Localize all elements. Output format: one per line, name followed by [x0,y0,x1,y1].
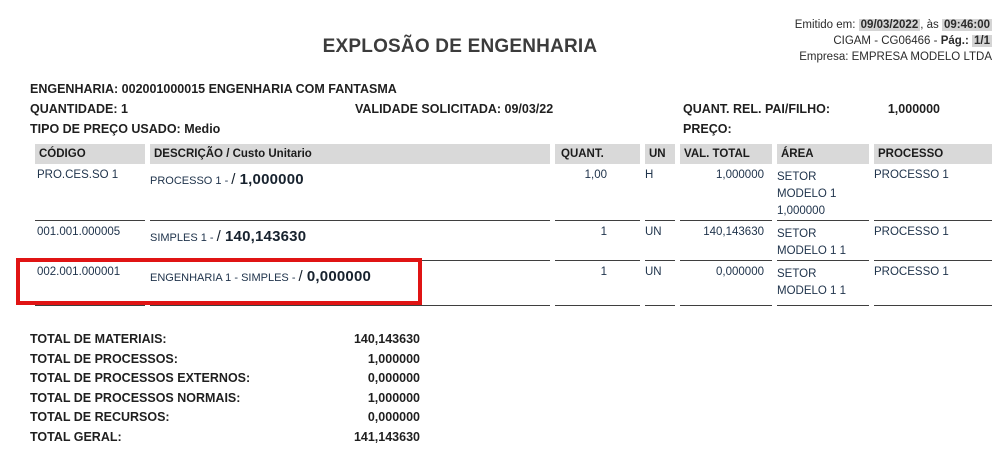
emitted-time: 09:46:00 [943,19,990,31]
cell-val-total: 140,143630 [680,221,772,261]
validity-label: VALIDADE SOLICITADA: [355,102,505,116]
table-row [35,164,992,221]
company-line: Empresa: EMPRESA MODELO LTDA [799,51,992,63]
total-label: TOTAL GERAL: [30,429,122,444]
cell-quant: 1,00 [555,164,640,221]
cell-descricao [150,221,550,261]
cell-area [777,221,869,261]
price-type-label: TIPO DE PREÇO USADO: [30,122,185,136]
table-row [35,221,992,261]
price-label: PREÇO: [683,122,732,136]
area-line: 1,000000 [777,205,825,217]
total-row [30,428,420,448]
col-header-val-total: VAL. TOTAL [680,144,772,164]
table-header-row [35,144,992,164]
cell-val-total: 1,000000 [680,164,772,221]
cell-processo: PROCESSO 1 [874,164,992,221]
col-header-codigo: CÓDIGO [35,144,145,164]
price-type-line [30,122,220,136]
cell-quant: 1 [555,261,640,306]
total-label: TOTAL DE PROCESSOS EXTERNOS: [30,371,251,385]
cell-codigo: 001.001.000005 [35,221,145,261]
engineering-line [30,82,397,96]
emitted-label: Emitido em: [794,19,859,31]
page-title: EXPLOSÃO DE ENGENHARIA [322,36,598,57]
emitted-at-label: , às [920,19,942,31]
unit-cost: 1,000000 [239,171,304,188]
quantity-label: QUANTIDADE: [30,102,121,116]
total-row [30,389,420,409]
area-line: MODELO 1 1 [777,285,847,297]
validity-line [355,102,553,116]
col-header-descricao: DESCRIÇÃO / Custo Unitario [150,144,550,164]
quantity-value: 1 [120,102,128,116]
cell-area [777,261,869,306]
total-value: 140,143630 [353,332,420,346]
engineering-label: ENGENHARIA: [30,82,122,96]
cell-descricao [150,261,550,306]
total-row [30,369,420,389]
cell-area [777,164,869,221]
parent-child-value: 1,000000 [887,102,940,116]
area-line: MODELO 1 [777,188,837,200]
total-label: TOTAL DE RECURSOS: [30,410,170,424]
cell-codigo: PRO.CES.SO 1 [35,164,145,221]
cell-descricao [150,164,550,221]
cell-val-total: 0,000000 [680,261,772,306]
area-line: SETOR [777,171,817,183]
table-row-highlighted [35,261,992,306]
unit-cost: 0,000000 [306,268,372,285]
total-label: TOTAL DE PROCESSOS: [30,351,178,366]
cell-quant: 1 [555,221,640,261]
area-line: SETOR [777,268,817,280]
price-type-value: Medio [184,122,221,136]
total-value: 0,000000 [367,371,420,385]
col-header-processo: PROCESSO [874,144,992,164]
total-value: 1,000000 [367,390,420,405]
unit-cost: 140,143630 [224,228,307,245]
cell-codigo: 002.001.000001 [35,261,145,306]
total-row [30,408,420,428]
validity-value: 09/03/22 [504,102,554,116]
totals-block [30,330,420,447]
cell-processo: PROCESSO 1 [874,221,992,261]
cost-slash: / [298,268,307,285]
explosion-table-wrap [30,144,997,306]
total-row [30,330,420,350]
total-label: TOTAL DE PROCESSOS NORMAIS: [30,390,241,405]
area-line: MODELO 1 1 [777,245,847,257]
cell-un: H [645,164,675,221]
area-line: SETOR [777,228,817,240]
col-header-area: ÁREA [777,144,869,164]
item-description: ENGENHARIA 1 - SIMPLES - [150,272,299,284]
total-value: 141,143630 [353,429,420,444]
explosion-table [30,144,997,306]
col-header-un: UN [645,144,675,164]
cell-un: UN [645,261,675,306]
cell-processo: PROCESSO 1 [874,261,992,306]
engineering-value: 002001000015 ENGENHARIA COM FANTASMA [121,82,397,96]
total-row [30,350,420,370]
cell-un: UN [645,221,675,261]
col-header-quant: QUANT. [555,144,640,164]
system-code: CIGAM - CG06466 - [833,35,941,47]
total-label: TOTAL DE MATERIAIS: [30,332,167,346]
emitted-date: 09/03/2022 [860,19,919,31]
cost-slash: / [216,228,225,245]
item-description: SIMPLES 1 - [150,232,217,244]
emitted-line [795,17,992,33]
total-value: 1,000000 [367,351,420,366]
page-value: 1/1 [974,35,990,47]
parent-child-label: QUANT. REL. PAI/FILHO: [683,102,830,116]
item-description: PROCESSO 1 - [150,175,232,187]
cost-slash: / [231,171,240,188]
quantity-line [30,102,128,116]
total-value: 0,000000 [367,410,420,424]
page-label: Pág.: [940,35,972,47]
